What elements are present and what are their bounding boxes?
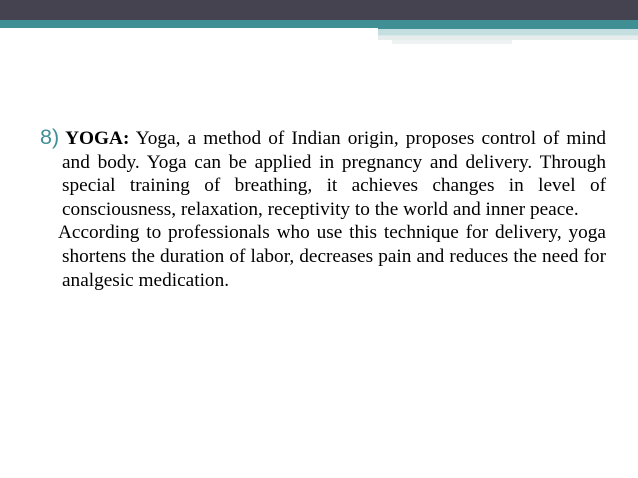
header-tab-stripe <box>392 40 512 44</box>
paragraph-2 <box>40 221 606 292</box>
paragraph-2-text: According to professionals who use this technique for delivery, yoga shortens the duration of labor, decreases pain and reduces the need for analgesic medication. <box>58 222 606 291</box>
header-tab-cutout <box>0 28 378 40</box>
bullet-paragraph-yoga <box>40 126 606 221</box>
header-dark-bar <box>0 0 638 20</box>
slide-body <box>40 126 606 292</box>
keyword-yoga: YOGA: <box>65 128 130 149</box>
paragraph-1-text: Yoga, a method of Indian origin, proposes control of mind and body. Yoga can be applied in pregnancy and delivery. Through special training of breathing, it achieves changes in level of consciousness, relaxation, receptivity to the world and inner peace. <box>62 128 606 220</box>
item-number: 8) <box>40 125 60 149</box>
